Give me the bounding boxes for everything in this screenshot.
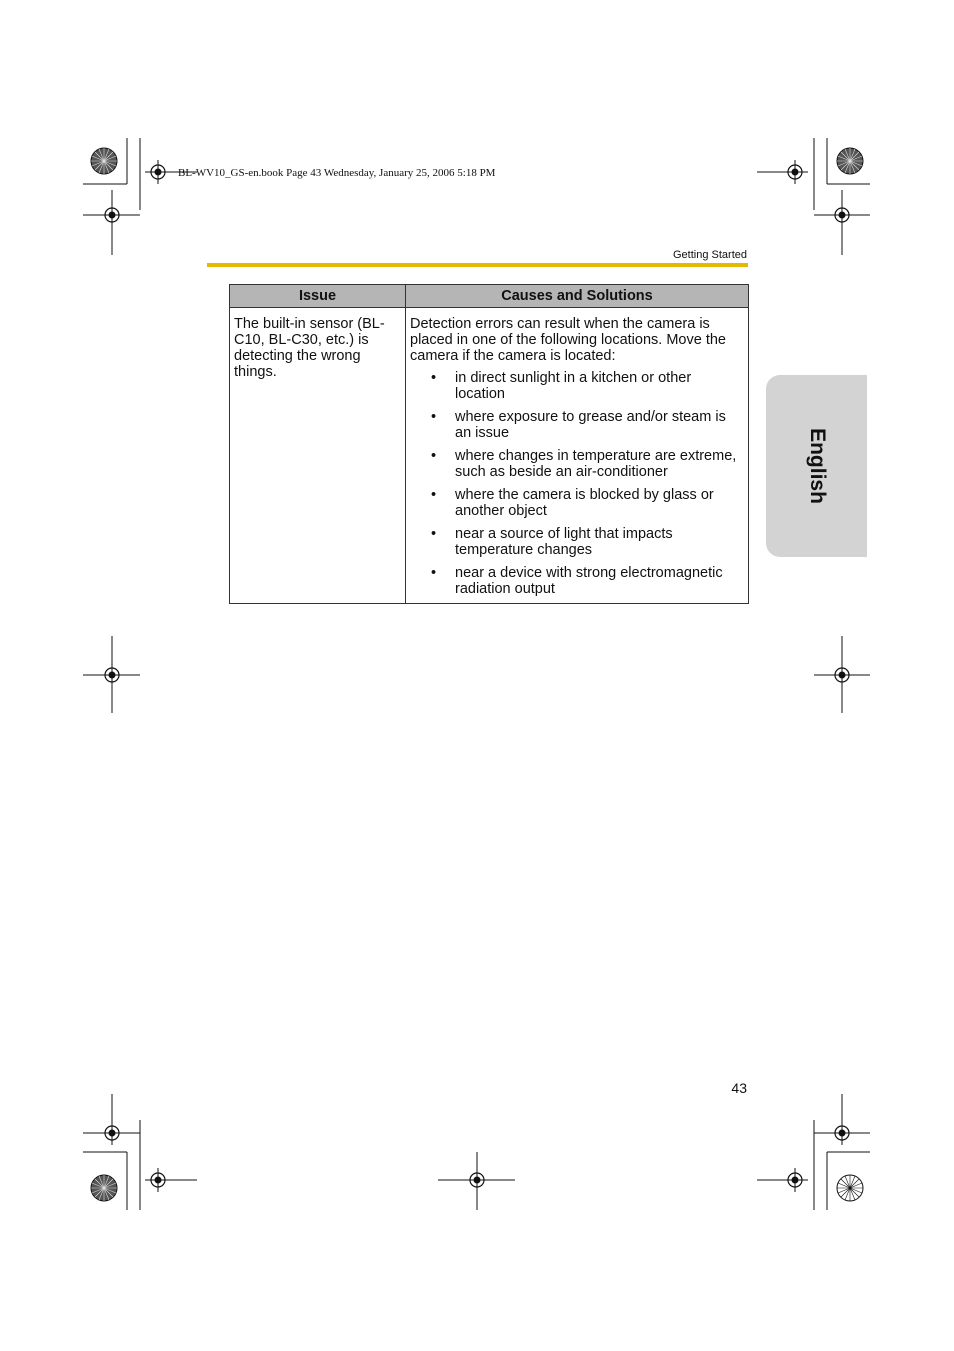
bullet-icon: •: [431, 448, 437, 464]
bullet-icon: •: [431, 565, 437, 581]
list-item: [410, 448, 744, 480]
language-side-tab: [766, 375, 867, 557]
causes-list: [410, 370, 744, 597]
cause-text: where the camera is blocked by glass or another object: [455, 487, 714, 519]
issue-cell: The built-in sensor (BL-C10, BL-C30, etc.) is detecting the wrong things.: [230, 308, 406, 604]
column-header-causes: Causes and Solutions: [406, 285, 749, 308]
causes-cell: [406, 308, 749, 604]
table-row: [230, 308, 749, 604]
cause-text: where exposure to grease and/or steam is an issue: [455, 409, 726, 441]
troubleshooting-table: [229, 284, 749, 604]
cause-text: near a source of light that impacts temperature changes: [455, 526, 673, 558]
header-rule: [207, 263, 748, 267]
bullet-icon: •: [431, 409, 437, 425]
cause-text: where changes in temperature are extreme, such as beside an air-conditioner: [455, 448, 737, 480]
bullet-icon: •: [431, 487, 437, 503]
language-tab-label: English: [805, 428, 829, 504]
section-header: Getting Started: [673, 249, 747, 261]
list-item: [410, 526, 744, 558]
page-number: 43: [731, 1080, 747, 1096]
cause-text: near a device with strong electromagnetic radiation output: [455, 565, 723, 597]
list-item: [410, 370, 744, 402]
list-item: [410, 487, 744, 519]
list-item: [410, 565, 744, 597]
cause-text: in direct sunlight in a kitchen or other location: [455, 370, 692, 402]
bullet-icon: •: [431, 370, 437, 386]
table-header-row: [230, 285, 749, 308]
bullet-icon: •: [431, 526, 437, 542]
column-header-issue: Issue: [230, 285, 406, 308]
causes-intro: Detection errors can result when the camera is placed in one of the following locations. Move the camera if the camera is located:: [410, 316, 726, 364]
print-info-line: BL-WV10_GS-en.book Page 43 Wednesday, January 25, 2006 5:18 PM: [178, 167, 496, 179]
list-item: [410, 409, 744, 441]
